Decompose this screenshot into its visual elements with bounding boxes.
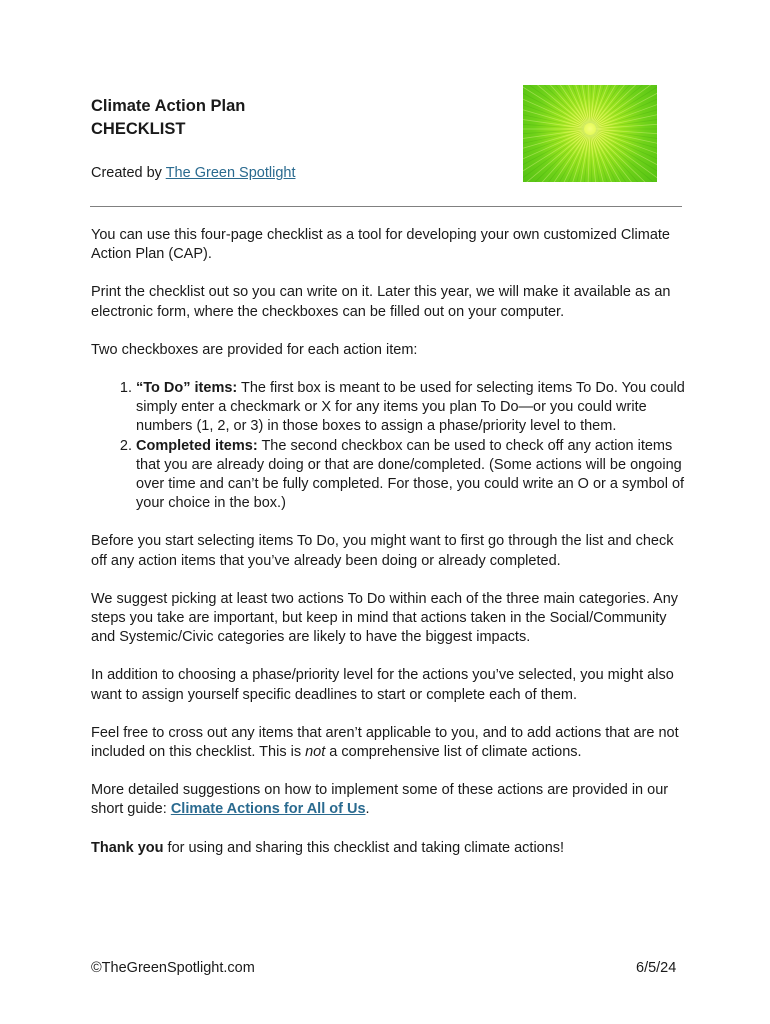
- created-by: [91, 163, 295, 183]
- paragraph-7-text-b: a comprehensive list of climate actions.: [325, 744, 582, 761]
- list-item-label: “To Do” items:: [136, 380, 238, 397]
- climate-actions-guide-link[interactable]: Climate Actions for All of Us: [170, 801, 366, 818]
- list-item-text: The second checkbox can be used to check off any action items that you are already doing or that are done/completed. (Some actions will be ongoing over time and can’t be fully completed. For those, you could write an O or a symbol of your choice in the box.): [136, 437, 685, 512]
- thank-you-bold: Thank you: [91, 839, 164, 856]
- paragraph-intro-3: Two checkboxes are provided for each action item:: [91, 341, 418, 358]
- list-item: [136, 379, 686, 437]
- green-spotlight-link[interactable]: The Green Spotlight: [165, 165, 296, 181]
- paragraph-7-text-a: Feel free to cross out any items that aren’t applicable to you, and to add actions that are not included on this checklist. This is: [91, 724, 679, 761]
- checkbox-explanation-list: [91, 379, 686, 513]
- paragraph-9: [91, 839, 686, 858]
- paragraph-6: In addition to choosing a phase/priority level for the actions you’ve selected, you might also want to assign yourself specific deadlines to start or complete each of them.: [91, 667, 674, 703]
- title-line-2: CHECKLIST: [91, 120, 186, 138]
- list-item-label: Completed items:: [136, 437, 258, 454]
- document-title: [91, 95, 245, 141]
- paragraph-8-text-a: More detailed suggestions on how to implement some of these actions are provided in our short guide:: [91, 782, 669, 818]
- divider: [90, 206, 682, 207]
- paragraph-8-text-b: .: [365, 801, 370, 818]
- list-item-text: The first box is meant to be used for selecting items To Do. You could simply enter a checkmark or X for any items you plan To Do—or you could write numbers (1, 2, or 3) in those boxes to assign a phase/priority level to them.: [136, 380, 685, 435]
- paragraph-5: We suggest picking at least two actions To Do within each of the three main categories. Any steps you take are important, but keep in mind that actions taken in the Social/Community and Systemic/Civic categories are likely to have the biggest impacts.: [91, 590, 679, 646]
- green-spotlight-logo-image: [523, 85, 657, 182]
- paragraph-8: [91, 781, 686, 819]
- paragraph-4: Before you start selecting items To Do, you might want to first go through the list and check off any action items that you’ve already been doing or already completed.: [91, 533, 674, 569]
- footer-copyright: ©TheGreenSpotlight.com: [91, 960, 255, 976]
- list-item: [136, 437, 686, 514]
- title-line-1: Climate Action Plan: [91, 97, 246, 115]
- document-body: [91, 226, 686, 877]
- paragraph-intro-1: You can use this four-page checklist as a tool for developing your own customized Climate Action Plan (CAP).: [91, 227, 670, 263]
- created-by-prefix: Created by: [91, 165, 166, 181]
- paragraph-7: [91, 724, 686, 762]
- paragraph-7-emphasis: not: [305, 744, 326, 761]
- sunburst-rays: [523, 85, 657, 182]
- paragraph-9-text: for using and sharing this checklist and taking climate actions!: [163, 839, 565, 856]
- paragraph-intro-2: Print the checklist out so you can write on it. Later this year, we will make it available as an electronic form, where the checkboxes can be filled out on your computer.: [91, 284, 671, 320]
- footer-date: 6/5/24: [636, 960, 677, 976]
